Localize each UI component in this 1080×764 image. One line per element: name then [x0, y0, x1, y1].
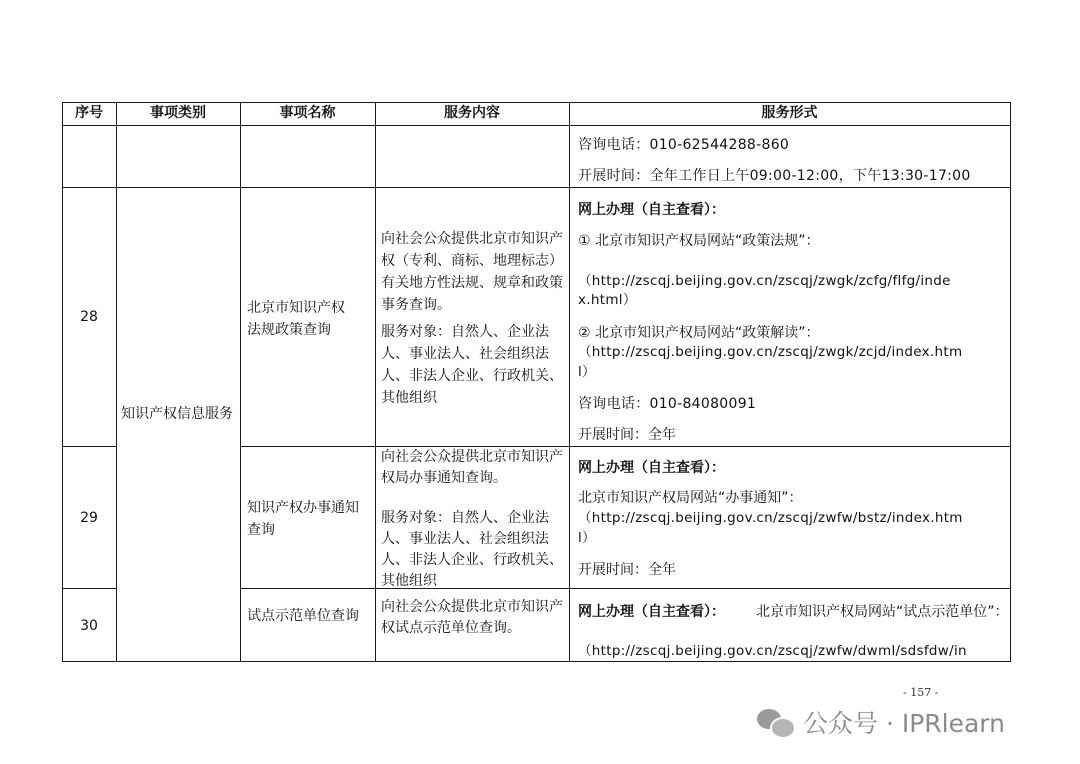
demo-unit-link-label: 北京市知识产权局网站“试点示范单位”： — [756, 604, 1009, 620]
row-divider — [62, 446, 116, 447]
interpretation-link-label: ② 北京市知识产权局网站“政策解读”： — [578, 325, 820, 341]
service-content: 向社会公众提供北京市知识产权试点示范单位查询。 — [381, 599, 563, 636]
interpretation-link-url-cont[interactable]: l） — [578, 364, 596, 380]
row-number: 28 — [80, 309, 98, 325]
row-number: 30 — [80, 618, 98, 634]
row-divider — [62, 588, 116, 589]
table-border-bottom — [62, 661, 1011, 662]
table-border-left — [62, 102, 63, 662]
consult-phone: 咨询电话：010-62544288-860 — [578, 137, 790, 153]
item-name: 试点示范单位查询 — [247, 608, 359, 624]
row-divider — [240, 446, 1011, 447]
service-hours: 开展时间：全年工作日上午09:00-12:00，下午13:30-17:00 — [578, 168, 971, 184]
item-name: 知识产权办事通知查询 — [247, 500, 359, 538]
policy-link-url-cont[interactable]: x.html） — [578, 292, 637, 308]
notice-link-url-cont[interactable]: l） — [578, 530, 596, 546]
service-target: 服务对象：自然人、企业法人、事业法人、社会组织法人、非法人企业、行政机关、其他组织 — [381, 324, 563, 406]
row-divider — [240, 588, 1011, 589]
service-hours: 开展时间：全年 — [578, 562, 676, 578]
header-content: 服务内容 — [444, 105, 500, 121]
item-name: 北京市知识产权法规政策查询 — [247, 300, 345, 338]
header-form: 服务形式 — [761, 105, 818, 121]
service-content: 向社会公众提供北京市知识产权局办事通知查询。 — [381, 449, 563, 486]
col-divider — [375, 102, 376, 662]
notice-link-url[interactable]: （http://zscqj.beijing.gov.cn/zscqj/zwfw/bstz/index.htm — [578, 510, 963, 526]
col-divider — [116, 102, 117, 662]
consult-phone: 咨询电话：010-84080091 — [578, 396, 757, 412]
service-target: 服务对象：自然人、企业法人、事业法人、社会组织法人、非法人企业、行政机关、其他组织 — [381, 510, 563, 589]
page-number: - 157 - — [903, 686, 939, 699]
watermark — [757, 704, 1005, 740]
table-border-right — [1010, 102, 1011, 662]
category-cell: 知识产权信息服务 — [121, 406, 233, 422]
col-divider — [569, 102, 570, 662]
online-label: 网上办理（自主查看）： — [578, 604, 725, 620]
policy-link-label: ① 北京市知识产权局网站“政策法规”： — [578, 233, 820, 249]
header-name: 事项名称 — [279, 105, 336, 121]
online-label: 网上办理（自主查看）： — [578, 202, 725, 218]
header-divider — [62, 125, 1011, 126]
row-number: 29 — [80, 510, 98, 526]
header-category: 事项类别 — [150, 105, 206, 121]
service-content: 向社会公众提供北京市知识产权（专利、商标、地理标志）有关地方性法规、规章和政策事务查询。 — [381, 231, 563, 313]
online-label: 网上办理（自主查看）： — [578, 460, 725, 476]
wechat-icon — [757, 707, 795, 737]
row-divider — [62, 187, 1011, 188]
col-divider — [240, 102, 241, 662]
policy-link-url[interactable]: （http://zscqj.beijing.gov.cn/zscqj/zwgk/zcfg/flfg/inde — [578, 273, 951, 289]
service-hours: 开展时间：全年 — [578, 427, 676, 443]
notice-link-label: 北京市知识产权局网站“办事通知”： — [578, 490, 803, 506]
header-no: 序号 — [75, 105, 103, 121]
watermark-text: 公众号 · IPRlearn — [803, 709, 1005, 738]
interpretation-link-url[interactable]: （http://zscqj.beijing.gov.cn/zscqj/zwgk/zcjd/index.htm — [578, 344, 963, 360]
demo-unit-link-url[interactable]: （http://zscqj.beijing.gov.cn/zscqj/zwfw/dwml/sdsfdw/in — [578, 643, 967, 659]
